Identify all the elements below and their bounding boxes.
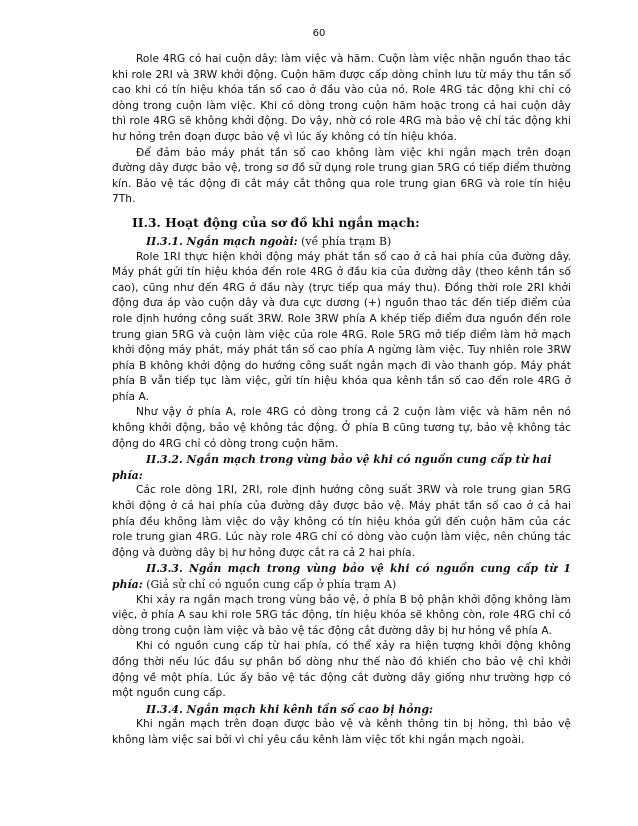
subsection-note-3: (Giả sử chỉ có nguồn cung cấp ở phía trạm A) <box>142 578 397 591</box>
subsection-note-1: (về phía trạm B) <box>297 234 392 248</box>
page-number: 60 <box>312 28 326 39</box>
page-content <box>112 52 571 749</box>
subsection-title-1: II.3.1. Ngắn mạch ngoài: <box>146 234 298 248</box>
paragraph-high-frequency-generator: Để đảm bảo máy phát tần số cao không làm việc khi ngắn mạch trên đoạn đường dây được bảo vệ, trong sơ đồ sử dụng role trung gian 5RG có tiếp điểm thường kín. Bảo vệ tác động đi cắt máy cắt thông qua role trung gian 6RG và role tín hiệu 7Th. <box>112 146 571 206</box>
paragraph-internal-fault-one-source-1: Khi xảy ra ngắn mạch trong vùng bảo vệ, ở phía B bộ phận khởi động không làm việc, ở phía A sau khi role 5RG tác động, tín hiệu khóa sẽ không còn, role 4RG chỉ có dòng trong cuộn làm việc và bảo vệ tác động cắt đường dây bị hư hỏng về phía A. <box>112 593 571 637</box>
paragraph-channel-failure: Khi ngắn mạch trên đoạn được bảo vệ và kênh thông tin bị hỏng, thì bảo vệ không làm việc sai bởi vì chỉ yêu cầu kênh làm việc tốt khi ngắn mạch ngoài. <box>112 718 571 746</box>
paragraph-role-4rg: Role 4RG có hai cuộn dây: làm việc và hãm. Cuộn làm việc nhận nguồn thao tác khi role 2RI và 3RW khởi động. Cuộn hãm được cấp dòng chỉnh lưu từ máy thu tần số cao khi có tín hiệu khóa tần số cao ở đầu vào của nó. Role 4RG tác động khi chỉ có dòng trong cuộn làm việc. Khi có dòng trong cuộn hãm hoặc trong cả hai cuộn dây thì role 4RG sẽ không khởi động. Do vậy, nhờ có role 4RG mà bảo vệ chỉ tác động khi hư hỏng trên đoạn được bảo vệ vì lúc ấy không có tín hiệu khóa. <box>112 53 571 143</box>
paragraph-internal-fault-one-source-2: Khi có nguồn cung cấp từ hai phía, có thể xảy ra hiện tượng khởi động không đồng thời nếu lúc đầu sự phân bố dòng như thế nào đó khiến cho bảo vệ chỉ khởi động về một phía. Lúc ấy bảo vệ tác động cắt đường dây giống như trường hợp có một nguồn cung cấp. <box>112 640 571 700</box>
subsection-title-3: II.3.3. Ngắn mạch trong vùng bảo vệ khi có nguồn cung cấp từ 1 phía: <box>112 562 571 591</box>
subsection-heading-2 <box>112 452 571 483</box>
subsection-title-2: II.3.2. Ngắn mạch trong vùng bảo vệ khi có nguồn cung cấp từ hai phía: <box>112 453 552 482</box>
section-heading: II.3. Hoạt động của sơ đồ khi ngắn mạch: <box>132 214 420 230</box>
paragraph-external-fault-2: Như vậy ở phía A, role 4RG có dòng trong cả 2 cuộn làm việc và hãm nên nó không khởi động, bảo vệ không tác động. Ở phía B cũng tương tự, bảo vệ không tác động do 4RG chỉ có dòng trong cuộn hãm. <box>112 406 571 450</box>
subsection-title-4: II.3.4. Ngắn mạch khi kênh tần số cao bị hỏng: <box>146 702 434 716</box>
paragraph-external-fault-1: Role 1RI thực hiện khởi động máy phát tần số cao ở cả hai phía của đường dây. Máy phát gửi tín hiệu khóa đến role 4RG ở đầu kia của đường dây (theo kênh tần số cao), cũng như đến 4RG ở đầu này (trực tiếp qua máy thu). Đồng thời role 2RI khởi động đưa áp vào cuộn dây và đưa cực dương (+) nguồn thao tác đến tiếp điểm của role định hướng công suất 3RW. Role 3RW phía A khép tiếp điểm đưa nguồn đến role trung gian 5RG và cuộn làm việc của role 4RG. Role 5RG mở tiếp điểm làm hở mạch khởi động máy phát, máy phát tần số cao phía A ngừng làm việc. Tuy nhiên role 3RW phía B không khởi động do hướng công suất ngắn mạch đi vào thanh góp. Máy phát phía B vẫn tiếp tục làm việc, gửi tín hiệu khóa qua kênh tần số cao đến role 4RG ở phía A. <box>112 250 571 403</box>
subsection-heading-1 <box>112 234 571 250</box>
subsection-heading-3 <box>112 561 571 592</box>
subsection-heading-4 <box>112 702 571 718</box>
paragraph-internal-fault-two-sources: Các role dòng 1RI, 2RI, role định hướng công suất 3RW và role trung gian 5RG khởi động ở cả hai phía của đường dây được bảo vệ. Máy phát tần số cao ở cả hai phía đều không làm việc do vậy không có tín hiệu khóa gửi đến cuộn hãm của các role trung gian 4RG. Lúc này role 4RG chỉ có dòng vào cuộn làm việc, nên chúng tác động và đường dây bị hư hỏng được cắt ra cả 2 hai phía. <box>112 484 571 559</box>
